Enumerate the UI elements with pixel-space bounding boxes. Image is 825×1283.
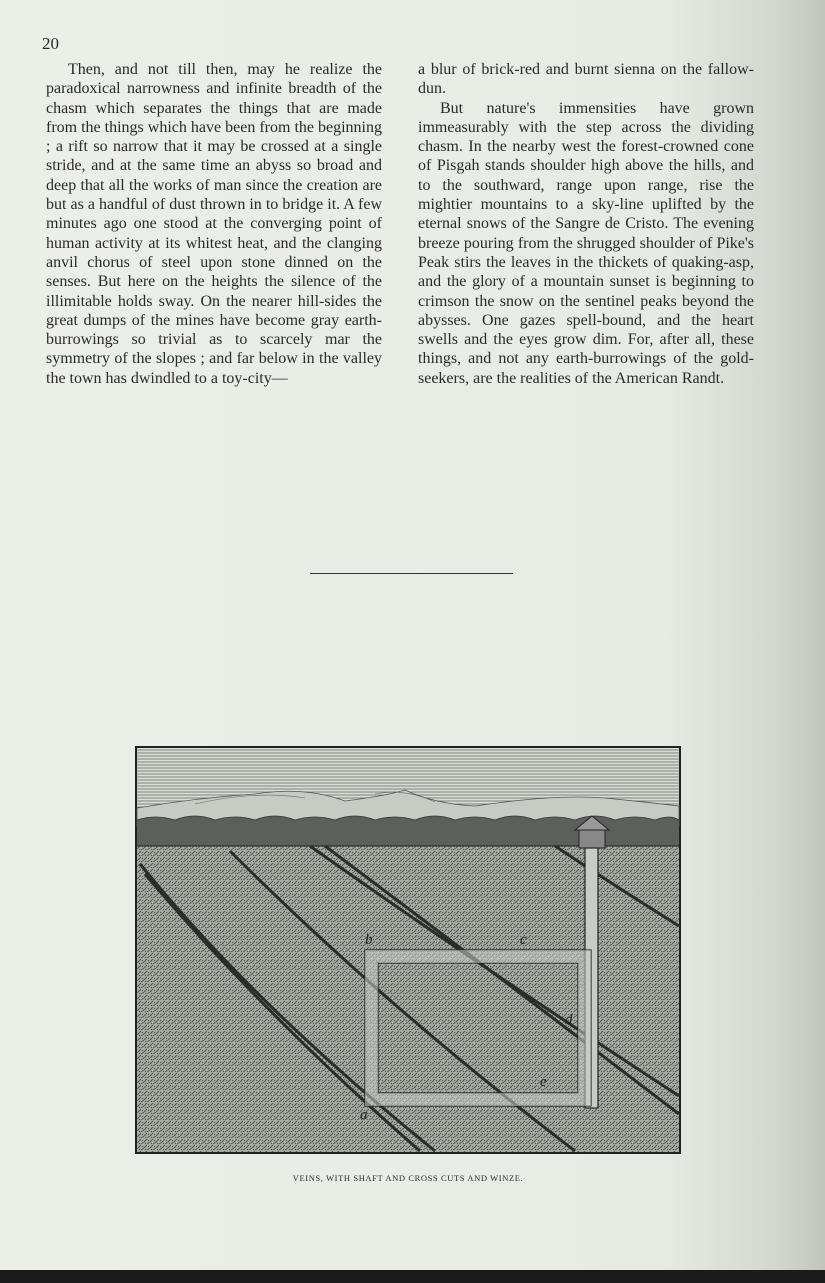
label-b: b [365,932,373,948]
paragraph: But nature's immensities have grown immeasurably with the step across the dividing chasm. In the nearby west the forest-crowned cone of Pisgah stands shoulder high above the hills, and to the southward, range upon range, rise the mightier mountains to a sky-line uplifted by the eternal snows of the Sangre de Cristo. The evening breeze pouring from the shrugged shoulder of Pike's Peak stirs the leaves in the thickets of quaking-asp, and the glory of a mountain sunset is beginning to crimson the snow on the sentinel peaks beyond the abysses. One gazes spell-bound, and the heart swells and the eyes grow dim. For, after all, these things, and not any earth-burrowings of the gold-seekers, are the realities of the American Randt. [418,99,754,387]
right-text-column [418,60,754,388]
figure-caption: VEINS, WITH SHAFT AND CROSS CUTS AND WINZE. [292,1173,524,1183]
section-divider [310,573,513,574]
label-e: e [540,1074,547,1090]
label-a: a [360,1107,368,1123]
scan-edge [0,1270,825,1283]
page-number: 20 [42,34,59,53]
label-c: c [520,932,527,948]
left-text-column [46,60,382,388]
paragraph-continuation: a blur of brick-red and burnt sienna on the fallow-dun. [418,61,754,98]
paragraph: Then, and not till then, may he realize the paradoxical narrowness and infinite breadth of the chasm which separates the things that are made from the things which have been from the beginning ; a rift so narrow that it may be crossed at a single stride, and at the same time an abyss so broad and deep that all the works of man since the creation are but as a handful of dust thrown in to bridge it. A few minutes ago one stood at the converging point of human activity at its whitest heat, and the clanging anvil chorus of steel upon stone dinned on the senses. But here on the heights the silence of the illimitable holds sway. On the nearer hill-sides the great dumps of the mines have become gray earth-burrowings so trivial as to scarcely mar the symmetry of the slopes ; and far below in the valley the town has dwindled to a toy-city— [46,61,382,387]
label-d: d [565,1012,573,1028]
engraving-figure [135,746,681,1154]
mine-veins-illustration [135,746,681,1154]
